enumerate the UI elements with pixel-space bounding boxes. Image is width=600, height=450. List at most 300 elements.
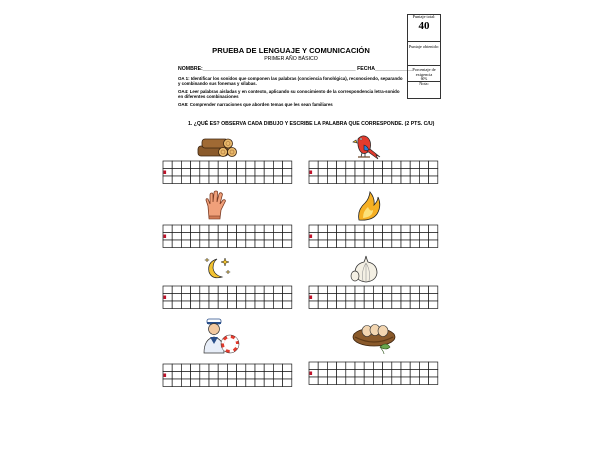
- grid-cell[interactable]: [283, 240, 292, 248]
- grid-cell[interactable]: [273, 176, 282, 184]
- grid-cell[interactable]: [181, 286, 190, 294]
- grid-cell[interactable]: [283, 301, 292, 309]
- grid-cell[interactable]: [255, 240, 264, 248]
- grid-cell[interactable]: [346, 225, 355, 233]
- grid-cell[interactable]: [346, 161, 355, 169]
- grid-cell[interactable]: [364, 370, 373, 378]
- grid-cell[interactable]: [237, 372, 246, 380]
- grid-cell[interactable]: [255, 372, 264, 380]
- grid-cell[interactable]: [163, 286, 172, 294]
- grid-cell[interactable]: [355, 225, 364, 233]
- grid-cell[interactable]: [163, 240, 172, 248]
- grid-cell[interactable]: [383, 225, 392, 233]
- grid-cell[interactable]: [218, 372, 227, 380]
- writing-grid-5[interactable]: [161, 285, 293, 309]
- grid-cell[interactable]: [355, 240, 364, 248]
- grid-cell[interactable]: [218, 176, 227, 184]
- grid-cell[interactable]: [191, 169, 200, 177]
- grid-cell[interactable]: [392, 286, 401, 294]
- grid-cell[interactable]: [309, 301, 318, 309]
- grid-cell[interactable]: [419, 294, 428, 302]
- score-obtained-cell[interactable]: [408, 42, 440, 66]
- grid-cell[interactable]: [246, 379, 255, 387]
- grid-cell[interactable]: [283, 294, 292, 302]
- grid-cell[interactable]: [237, 286, 246, 294]
- grid-cell[interactable]: [318, 161, 327, 169]
- grid-cell[interactable]: [309, 176, 318, 184]
- grid-cell[interactable]: [429, 161, 438, 169]
- grid-cell[interactable]: [327, 294, 336, 302]
- grid-cell[interactable]: [337, 240, 346, 248]
- grid-cell[interactable]: [227, 233, 236, 241]
- grid-cell[interactable]: [327, 377, 336, 385]
- grid-cell[interactable]: [227, 240, 236, 248]
- grid-cell[interactable]: [191, 233, 200, 241]
- grid-cell[interactable]: [318, 169, 327, 177]
- grid-cell[interactable]: [273, 161, 282, 169]
- grid-cell[interactable]: [419, 370, 428, 378]
- grid-cell[interactable]: [309, 286, 318, 294]
- grid-cell[interactable]: [327, 225, 336, 233]
- grid-cell[interactable]: [327, 233, 336, 241]
- grid-cell[interactable]: [327, 169, 336, 177]
- grid-cell[interactable]: [337, 362, 346, 370]
- grid-cell[interactable]: [401, 161, 410, 169]
- grid-cell[interactable]: [246, 176, 255, 184]
- grid-cell[interactable]: [283, 233, 292, 241]
- grid-cell[interactable]: [283, 379, 292, 387]
- grid-cell[interactable]: [346, 286, 355, 294]
- grid-cell[interactable]: [273, 286, 282, 294]
- grid-cell[interactable]: [273, 240, 282, 248]
- grid-cell[interactable]: [373, 286, 382, 294]
- grid-cell[interactable]: [218, 379, 227, 387]
- grid-cell[interactable]: [401, 169, 410, 177]
- grid-cell[interactable]: [246, 294, 255, 302]
- grid-cell[interactable]: [181, 233, 190, 241]
- grid-cell[interactable]: [401, 301, 410, 309]
- grid-cell[interactable]: [218, 161, 227, 169]
- grid-cell[interactable]: [181, 240, 190, 248]
- grid-cell[interactable]: [392, 362, 401, 370]
- grid-cell[interactable]: [264, 240, 273, 248]
- grid-cell[interactable]: [346, 294, 355, 302]
- grid-cell[interactable]: [172, 225, 181, 233]
- grid-cell[interactable]: [410, 225, 419, 233]
- grid-cell[interactable]: [337, 294, 346, 302]
- grid-cell[interactable]: [227, 372, 236, 380]
- grid-cell[interactable]: [337, 377, 346, 385]
- grid-cell[interactable]: [373, 169, 382, 177]
- grid-cell[interactable]: [264, 233, 273, 241]
- grid-cell[interactable]: [346, 176, 355, 184]
- writing-grid-1[interactable]: [161, 160, 293, 184]
- grid-cell[interactable]: [401, 286, 410, 294]
- grid-cell[interactable]: [327, 286, 336, 294]
- grid-cell[interactable]: [163, 364, 172, 372]
- grid-cell[interactable]: [163, 176, 172, 184]
- grid-cell[interactable]: [191, 364, 200, 372]
- grid-cell[interactable]: [200, 225, 209, 233]
- grid-cell[interactable]: [163, 161, 172, 169]
- grid-cell[interactable]: [218, 286, 227, 294]
- grid-cell[interactable]: [401, 176, 410, 184]
- grid-cell[interactable]: [200, 379, 209, 387]
- grid-cell[interactable]: [181, 301, 190, 309]
- score-grade-cell[interactable]: [408, 82, 440, 98]
- grid-cell[interactable]: [373, 294, 382, 302]
- grid-cell[interactable]: [172, 372, 181, 380]
- grid-cell[interactable]: [419, 362, 428, 370]
- grid-cell[interactable]: [373, 176, 382, 184]
- grid-cell[interactable]: [318, 225, 327, 233]
- grid-cell[interactable]: [227, 176, 236, 184]
- grid-cell[interactable]: [383, 377, 392, 385]
- grid-cell[interactable]: [318, 176, 327, 184]
- grid-cell[interactable]: [410, 169, 419, 177]
- grid-cell[interactable]: [273, 225, 282, 233]
- grid-cell[interactable]: [429, 176, 438, 184]
- grid-cell[interactable]: [337, 161, 346, 169]
- grid-cell[interactable]: [429, 377, 438, 385]
- grid-cell[interactable]: [410, 377, 419, 385]
- grid-cell[interactable]: [337, 176, 346, 184]
- grid-cell[interactable]: [429, 240, 438, 248]
- grid-cell[interactable]: [410, 286, 419, 294]
- grid-cell[interactable]: [255, 379, 264, 387]
- grid-cell[interactable]: [237, 379, 246, 387]
- grid-cell[interactable]: [209, 301, 218, 309]
- grid-cell[interactable]: [237, 294, 246, 302]
- grid-cell[interactable]: [200, 364, 209, 372]
- grid-cell[interactable]: [227, 301, 236, 309]
- grid-cell[interactable]: [283, 176, 292, 184]
- grid-cell[interactable]: [172, 169, 181, 177]
- grid-cell[interactable]: [355, 294, 364, 302]
- grid-cell[interactable]: [355, 176, 364, 184]
- grid-cell[interactable]: [181, 176, 190, 184]
- grid-cell[interactable]: [237, 169, 246, 177]
- grid-cell[interactable]: [346, 362, 355, 370]
- grid-cell[interactable]: [209, 240, 218, 248]
- grid-cell[interactable]: [383, 370, 392, 378]
- grid-cell[interactable]: [264, 225, 273, 233]
- grid-cell[interactable]: [429, 169, 438, 177]
- grid-cell[interactable]: [401, 294, 410, 302]
- grid-cell[interactable]: [309, 240, 318, 248]
- grid-cell[interactable]: [181, 294, 190, 302]
- grid-cell[interactable]: [373, 233, 382, 241]
- grid-cell[interactable]: [355, 286, 364, 294]
- writing-grid-7[interactable]: [161, 363, 293, 387]
- grid-cell[interactable]: [337, 169, 346, 177]
- grid-cell[interactable]: [273, 379, 282, 387]
- grid-cell[interactable]: [172, 301, 181, 309]
- grid-cell[interactable]: [318, 233, 327, 241]
- grid-cell[interactable]: [346, 240, 355, 248]
- grid-cell[interactable]: [209, 372, 218, 380]
- grid-cell[interactable]: [200, 372, 209, 380]
- grid-cell[interactable]: [337, 233, 346, 241]
- grid-cell[interactable]: [401, 240, 410, 248]
- grid-cell[interactable]: [246, 225, 255, 233]
- grid-cell[interactable]: [392, 301, 401, 309]
- grid-cell[interactable]: [227, 286, 236, 294]
- grid-cell[interactable]: [200, 286, 209, 294]
- grid-cell[interactable]: [410, 370, 419, 378]
- grid-cell[interactable]: [410, 301, 419, 309]
- grid-cell[interactable]: [191, 225, 200, 233]
- grid-cell[interactable]: [392, 169, 401, 177]
- grid-cell[interactable]: [429, 225, 438, 233]
- grid-cell[interactable]: [318, 370, 327, 378]
- grid-cell[interactable]: [172, 379, 181, 387]
- grid-cell[interactable]: [218, 225, 227, 233]
- grid-cell[interactable]: [264, 379, 273, 387]
- grid-cell[interactable]: [172, 240, 181, 248]
- grid-cell[interactable]: [392, 225, 401, 233]
- grid-cell[interactable]: [410, 362, 419, 370]
- grid-cell[interactable]: [401, 370, 410, 378]
- grid-cell[interactable]: [191, 301, 200, 309]
- grid-cell[interactable]: [237, 364, 246, 372]
- grid-cell[interactable]: [255, 161, 264, 169]
- grid-cell[interactable]: [337, 286, 346, 294]
- grid-cell[interactable]: [209, 169, 218, 177]
- writing-grid-4[interactable]: [307, 224, 439, 248]
- grid-cell[interactable]: [209, 225, 218, 233]
- grid-cell[interactable]: [283, 372, 292, 380]
- grid-cell[interactable]: [373, 377, 382, 385]
- grid-cell[interactable]: [246, 169, 255, 177]
- grid-cell[interactable]: [181, 169, 190, 177]
- grid-cell[interactable]: [392, 176, 401, 184]
- grid-cell[interactable]: [200, 240, 209, 248]
- grid-cell[interactable]: [373, 225, 382, 233]
- grid-cell[interactable]: [172, 286, 181, 294]
- grid-cell[interactable]: [419, 377, 428, 385]
- grid-cell[interactable]: [419, 301, 428, 309]
- grid-cell[interactable]: [364, 169, 373, 177]
- grid-cell[interactable]: [327, 161, 336, 169]
- grid-cell[interactable]: [283, 364, 292, 372]
- grid-cell[interactable]: [346, 370, 355, 378]
- grid-cell[interactable]: [309, 225, 318, 233]
- grid-cell[interactable]: [200, 233, 209, 241]
- grid-cell[interactable]: [264, 169, 273, 177]
- grid-cell[interactable]: [283, 169, 292, 177]
- grid-cell[interactable]: [237, 240, 246, 248]
- grid-cell[interactable]: [355, 161, 364, 169]
- grid-cell[interactable]: [209, 161, 218, 169]
- grid-cell[interactable]: [181, 364, 190, 372]
- grid-cell[interactable]: [364, 233, 373, 241]
- grid-cell[interactable]: [172, 364, 181, 372]
- grid-cell[interactable]: [410, 176, 419, 184]
- grid-cell[interactable]: [264, 176, 273, 184]
- grid-cell[interactable]: [246, 286, 255, 294]
- grid-cell[interactable]: [163, 379, 172, 387]
- grid-cell[interactable]: [283, 161, 292, 169]
- grid-cell[interactable]: [264, 294, 273, 302]
- grid-cell[interactable]: [255, 294, 264, 302]
- grid-cell[interactable]: [227, 379, 236, 387]
- grid-cell[interactable]: [227, 169, 236, 177]
- grid-cell[interactable]: [337, 225, 346, 233]
- grid-cell[interactable]: [327, 240, 336, 248]
- grid-cell[interactable]: [401, 233, 410, 241]
- grid-cell[interactable]: [172, 294, 181, 302]
- grid-cell[interactable]: [373, 370, 382, 378]
- writing-grid-2[interactable]: [307, 160, 439, 184]
- grid-cell[interactable]: [346, 169, 355, 177]
- grid-cell[interactable]: [346, 301, 355, 309]
- grid-cell[interactable]: [200, 294, 209, 302]
- grid-cell[interactable]: [209, 294, 218, 302]
- grid-cell[interactable]: [429, 294, 438, 302]
- grid-cell[interactable]: [181, 379, 190, 387]
- grid-cell[interactable]: [318, 240, 327, 248]
- grid-cell[interactable]: [364, 362, 373, 370]
- grid-cell[interactable]: [355, 377, 364, 385]
- grid-cell[interactable]: [264, 301, 273, 309]
- grid-cell[interactable]: [346, 377, 355, 385]
- grid-cell[interactable]: [364, 225, 373, 233]
- grid-cell[interactable]: [364, 294, 373, 302]
- grid-cell[interactable]: [246, 161, 255, 169]
- grid-cell[interactable]: [429, 301, 438, 309]
- grid-cell[interactable]: [181, 161, 190, 169]
- grid-cell[interactable]: [383, 233, 392, 241]
- grid-cell[interactable]: [392, 240, 401, 248]
- grid-cell[interactable]: [218, 294, 227, 302]
- grid-cell[interactable]: [191, 176, 200, 184]
- grid-cell[interactable]: [172, 233, 181, 241]
- grid-cell[interactable]: [429, 233, 438, 241]
- grid-cell[interactable]: [172, 176, 181, 184]
- grid-cell[interactable]: [273, 364, 282, 372]
- grid-cell[interactable]: [401, 362, 410, 370]
- grid-cell[interactable]: [218, 169, 227, 177]
- grid-cell[interactable]: [273, 372, 282, 380]
- grid-cell[interactable]: [237, 176, 246, 184]
- grid-cell[interactable]: [273, 233, 282, 241]
- grid-cell[interactable]: [410, 294, 419, 302]
- grid-cell[interactable]: [227, 364, 236, 372]
- grid-cell[interactable]: [327, 301, 336, 309]
- grid-cell[interactable]: [355, 301, 364, 309]
- grid-cell[interactable]: [264, 364, 273, 372]
- grid-cell[interactable]: [419, 233, 428, 241]
- grid-cell[interactable]: [364, 286, 373, 294]
- grid-cell[interactable]: [327, 176, 336, 184]
- grid-cell[interactable]: [337, 301, 346, 309]
- grid-cell[interactable]: [392, 377, 401, 385]
- grid-cell[interactable]: [401, 377, 410, 385]
- grid-cell[interactable]: [255, 286, 264, 294]
- grid-cell[interactable]: [392, 370, 401, 378]
- grid-cell[interactable]: [200, 169, 209, 177]
- grid-cell[interactable]: [227, 225, 236, 233]
- grid-cell[interactable]: [392, 233, 401, 241]
- grid-cell[interactable]: [246, 364, 255, 372]
- grid-cell[interactable]: [355, 362, 364, 370]
- grid-cell[interactable]: [237, 225, 246, 233]
- grid-cell[interactable]: [264, 161, 273, 169]
- grid-cell[interactable]: [364, 377, 373, 385]
- grid-cell[interactable]: [273, 294, 282, 302]
- grid-cell[interactable]: [227, 294, 236, 302]
- grid-cell[interactable]: [419, 161, 428, 169]
- grid-cell[interactable]: [163, 225, 172, 233]
- grid-cell[interactable]: [255, 169, 264, 177]
- grid-cell[interactable]: [318, 377, 327, 385]
- grid-cell[interactable]: [218, 240, 227, 248]
- grid-cell[interactable]: [383, 176, 392, 184]
- grid-cell[interactable]: [264, 286, 273, 294]
- grid-cell[interactable]: [410, 240, 419, 248]
- grid-cell[interactable]: [209, 379, 218, 387]
- writing-grid-3[interactable]: [161, 224, 293, 248]
- grid-cell[interactable]: [318, 294, 327, 302]
- grid-cell[interactable]: [364, 301, 373, 309]
- grid-cell[interactable]: [246, 372, 255, 380]
- grid-cell[interactable]: [264, 372, 273, 380]
- grid-cell[interactable]: [246, 240, 255, 248]
- grid-cell[interactable]: [346, 233, 355, 241]
- grid-cell[interactable]: [383, 301, 392, 309]
- grid-cell[interactable]: [172, 161, 181, 169]
- grid-cell[interactable]: [237, 233, 246, 241]
- grid-cell[interactable]: [218, 364, 227, 372]
- grid-cell[interactable]: [209, 364, 218, 372]
- grid-cell[interactable]: [410, 233, 419, 241]
- grid-cell[interactable]: [383, 240, 392, 248]
- grid-cell[interactable]: [246, 301, 255, 309]
- grid-cell[interactable]: [273, 301, 282, 309]
- grid-cell[interactable]: [373, 240, 382, 248]
- grid-cell[interactable]: [401, 225, 410, 233]
- grid-cell[interactable]: [419, 286, 428, 294]
- grid-cell[interactable]: [209, 233, 218, 241]
- grid-cell[interactable]: [209, 286, 218, 294]
- grid-cell[interactable]: [191, 294, 200, 302]
- grid-cell[interactable]: [191, 240, 200, 248]
- grid-cell[interactable]: [383, 362, 392, 370]
- grid-cell[interactable]: [355, 233, 364, 241]
- grid-cell[interactable]: [419, 225, 428, 233]
- grid-cell[interactable]: [373, 161, 382, 169]
- grid-cell[interactable]: [337, 370, 346, 378]
- grid-cell[interactable]: [255, 233, 264, 241]
- grid-cell[interactable]: [309, 377, 318, 385]
- grid-cell[interactable]: [383, 294, 392, 302]
- grid-cell[interactable]: [355, 370, 364, 378]
- grid-cell[interactable]: [419, 240, 428, 248]
- grid-cell[interactable]: [318, 301, 327, 309]
- grid-cell[interactable]: [373, 301, 382, 309]
- grid-cell[interactable]: [283, 225, 292, 233]
- writing-grid-8[interactable]: [307, 361, 439, 385]
- grid-cell[interactable]: [255, 176, 264, 184]
- grid-cell[interactable]: [191, 379, 200, 387]
- grid-cell[interactable]: [327, 370, 336, 378]
- grid-cell[interactable]: [181, 225, 190, 233]
- name-date-line[interactable]: NOMBRE:_____________________________________________________ FECHA_____________: [178, 66, 413, 72]
- grid-cell[interactable]: [318, 362, 327, 370]
- grid-cell[interactable]: [283, 286, 292, 294]
- grid-cell[interactable]: [209, 176, 218, 184]
